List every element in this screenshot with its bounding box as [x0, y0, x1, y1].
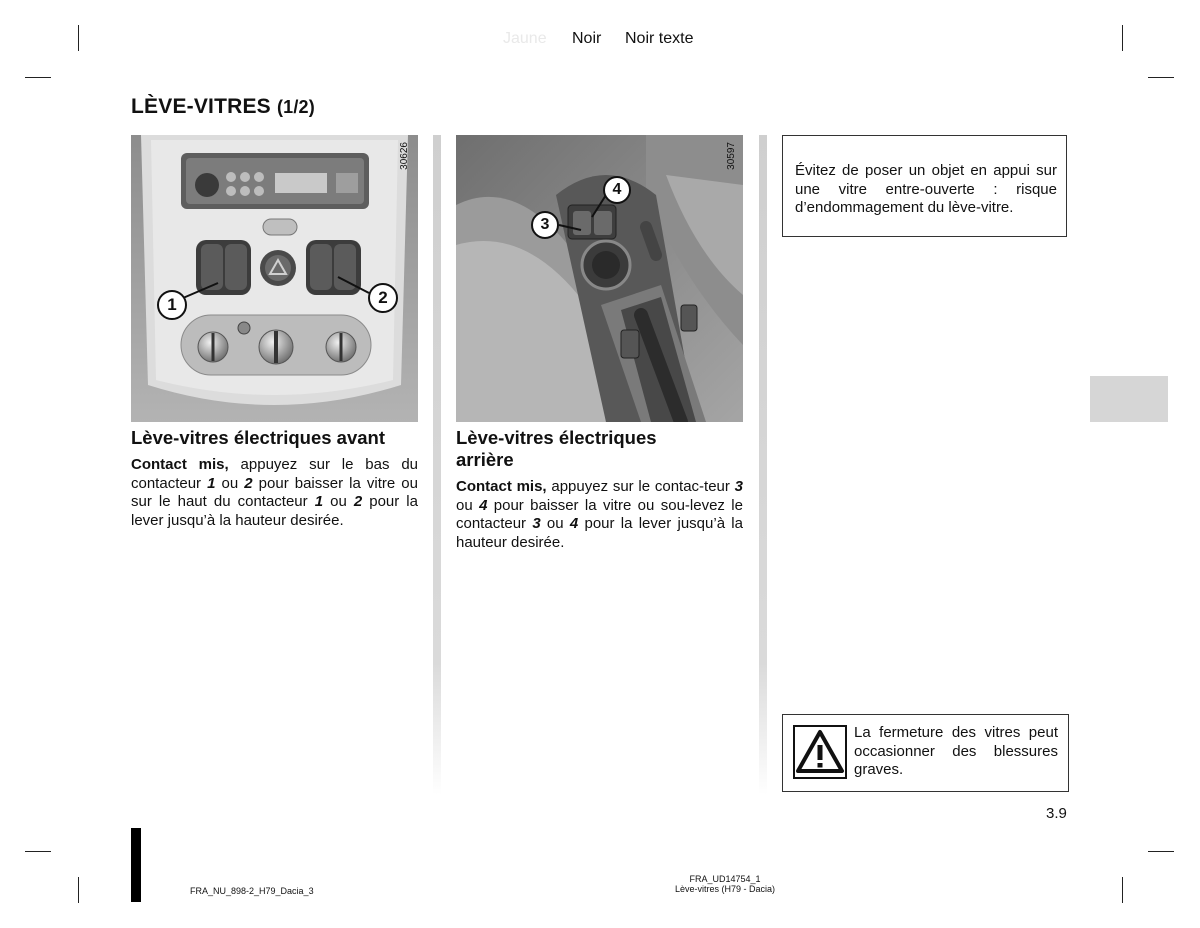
crop-mark: [1122, 25, 1123, 51]
print-registration-bar: [131, 828, 141, 902]
switch-number: 2: [244, 474, 253, 492]
switch-number: 4: [569, 515, 579, 533]
crop-mark: [78, 25, 79, 51]
crop-mark: [25, 851, 51, 852]
instruction-text: ou: [456, 496, 480, 514]
instruction-text: ou: [540, 515, 570, 533]
crop-mark: [78, 877, 79, 903]
callout-4: [603, 176, 631, 204]
instruction-text: pour baisser la vitre ou sou-levez le contacteur: [456, 496, 743, 533]
page-title-main: LÈVE-VITRES: [131, 95, 271, 118]
callout-1-label: 1: [167, 295, 177, 314]
photo-reference-number: 30626: [399, 142, 410, 170]
chapter-tab-marker: [1090, 376, 1168, 422]
callout-2: [368, 283, 398, 313]
switch-number: 3: [532, 515, 541, 533]
switch-number: 4: [479, 496, 488, 514]
switch-number: 2: [353, 493, 363, 511]
instruction-text: appuyez sur le contac-teur: [546, 478, 735, 495]
instruction-text: appuyez sur le bas du contacteur: [131, 456, 419, 492]
footer-document-id: FRA_NU_898-2_H79_Dacia_3: [190, 886, 314, 896]
column-divider: [433, 135, 441, 795]
instruction-text: pour la lever jusqu’à la hauteur desirée.: [456, 515, 743, 551]
rear-windows-instructions: [456, 478, 743, 552]
footer-section-code: FRA_UD14754_1: [689, 874, 761, 884]
warning-text: La fermeture des vitres peut occasionner des blessures graves.: [854, 724, 1058, 779]
front-window-switches-photo: [131, 135, 418, 422]
crop-mark: [1122, 877, 1123, 903]
callout-1: [157, 290, 187, 320]
lead-text: Contact mis,: [456, 478, 547, 495]
callout-3-label: 3: [540, 216, 550, 233]
footer-section-title: Lève-vitres (H79 - Dacia): [674, 884, 776, 894]
crop-mark: [1148, 77, 1174, 78]
page-title-part: (1/2): [276, 97, 315, 117]
instruction-text: pour baisser la vitre ou sur le haut du contacteur: [131, 474, 418, 511]
instruction-text: pour la lever jusqu’à la hauteur desirée.: [131, 493, 418, 529]
front-windows-heading: Lève-vitres électriques avant: [131, 427, 385, 448]
print-color-noir-texte: Noir texte: [625, 30, 694, 47]
callout-4-label: 4: [612, 181, 622, 198]
page-title: [131, 95, 315, 119]
warning-box: [782, 714, 1069, 792]
rear-windows-heading: [456, 427, 746, 471]
front-windows-instructions: [131, 456, 418, 530]
instruction-text: ou: [215, 474, 245, 492]
callout-3: [531, 211, 559, 239]
print-color-jaune: Jaune: [503, 30, 547, 47]
heading-line: Lève-vitres électriques: [456, 427, 657, 448]
callout-2-label: 2: [378, 288, 388, 307]
lead-text: Contact mis,: [131, 456, 229, 473]
caution-note-text: Évitez de poser un objet en appui sur une vitre entre-ouverte : risque d’endommagement du lève-vitre.: [795, 162, 1057, 217]
page-number: 3.9: [1046, 805, 1067, 822]
footer-section-ref: [640, 874, 810, 894]
print-color-noir: Noir: [572, 30, 602, 47]
switch-number: 1: [207, 474, 216, 492]
heading-line: arrière: [456, 449, 514, 470]
crop-mark: [1148, 851, 1174, 852]
column-divider: [759, 135, 767, 795]
instruction-text: ou: [323, 493, 354, 511]
crop-mark: [25, 77, 51, 78]
photo-reference-number: 30597: [726, 142, 737, 170]
caution-note-box: [782, 135, 1067, 237]
warning-triangle-icon: [793, 725, 847, 779]
switch-number: 3: [734, 478, 743, 495]
rear-window-switches-photo: [456, 135, 743, 422]
switch-number: 1: [314, 493, 324, 511]
